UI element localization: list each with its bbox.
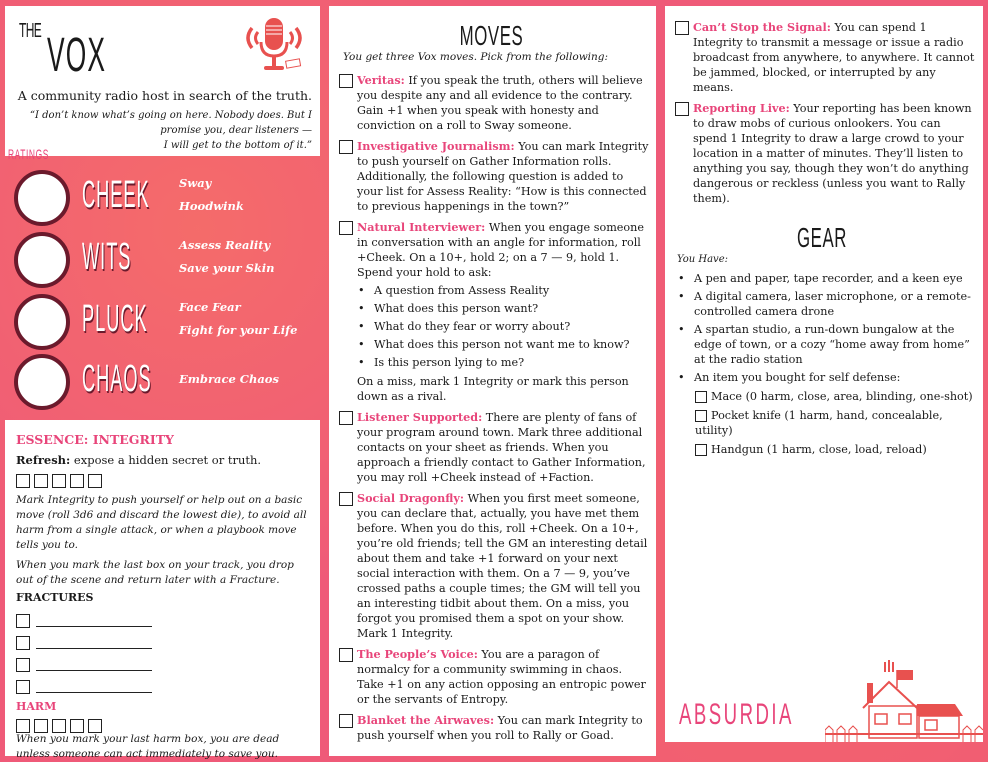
ratings-panel — [0, 158, 322, 416]
move-veritas — [333, 73, 650, 133]
move-listener-supported — [333, 410, 650, 485]
basic-move: Embrace Chaos — [179, 372, 279, 386]
integrity-description: Mark Integrity to push yourself or help out on a basic move (roll 3d6 and discard the lowest die), to avoid all harm from a single attack, or when a playbook move tells you to. — [16, 494, 307, 551]
move-social-dragonfly — [333, 491, 650, 641]
rating-name: CHAOS — [82, 358, 152, 400]
move-text: You can spend 1 Integrity to transmit a message or issue a radio broadcast from anywhere, to anywhere. It cannot be jammed, blocked, or interrupted by any means. — [693, 21, 975, 94]
move-checkbox[interactable] — [339, 74, 353, 88]
move-checkbox[interactable] — [675, 21, 689, 35]
move-text: You are a paragon of normalcy for a community swimming in chaos. Take +1 on any action opposing an entropic power or the servants of Entropy. — [357, 648, 646, 706]
move-name: Natural Interviewer: — [357, 220, 486, 234]
absurdia-logo: ABSURDIA — [679, 698, 794, 731]
gear-item: • A spartan studio, a run-down bungalow at the edge of town, or a cozy “home away from home” at the radio station — [677, 322, 975, 367]
moves-title: MOVES — [459, 20, 524, 51]
moves-intro: You get three Vox moves. Pick from the following: — [343, 51, 609, 63]
question-item: • What does this person not want me to know? — [357, 337, 650, 352]
basic-move: Save your Skin — [179, 261, 275, 275]
harm-box[interactable] — [34, 719, 48, 733]
integrity-box[interactable] — [70, 474, 84, 488]
fractures-list — [16, 610, 310, 698]
gear-intro: You Have: — [677, 254, 728, 265]
integrity-box[interactable] — [88, 474, 102, 488]
move-peoples-voice — [333, 647, 650, 707]
fracture-checkbox[interactable] — [16, 614, 30, 628]
rating-name: CHEEK — [82, 174, 150, 216]
basic-move: Hoodwink — [179, 199, 244, 213]
fractures-title: FRACTURES — [16, 591, 94, 604]
move-checkbox[interactable] — [339, 411, 353, 425]
move-reporting-live — [669, 101, 975, 206]
move-checkbox[interactable] — [339, 221, 353, 235]
weapon-option — [695, 389, 975, 404]
rating-chaos — [14, 354, 314, 414]
rating-pluck — [14, 294, 314, 354]
rating-moves — [179, 234, 275, 280]
move-text: You can mark Integrity to push yourself when you roll to Rally or Goad. — [357, 714, 643, 742]
question-item: • What does this person want? — [357, 301, 650, 316]
harm-description: When you mark your last harm box, you are dead unless someone can act immediately to save you. — [16, 733, 280, 760]
moves-panel — [329, 6, 656, 756]
tagline: A community radio host in search of the truth. — [17, 88, 312, 103]
basic-move: Fight for your Life — [179, 323, 298, 337]
basic-move: Face Fear — [179, 300, 241, 314]
fracture-checkbox[interactable] — [16, 680, 30, 694]
move-checkbox[interactable] — [339, 140, 353, 154]
question-item: • Is this person lying to me? — [357, 355, 650, 370]
fracture-checkbox[interactable] — [16, 636, 30, 650]
rating-moves — [179, 172, 244, 218]
quote-line: “I don’t know what’s going on here. Nobody does. But I promise you, dear listeners — — [29, 110, 312, 136]
refresh-text: expose a hidden secret or truth. — [70, 453, 262, 467]
gear-list — [669, 271, 975, 385]
harm-title: HARM — [16, 700, 57, 713]
move-text: When you engage someone in conversation with an angle for information, roll +Cheek. On a 10+, hold 2; on a 7 — 9, hold 1. Spend your hold to ask: — [357, 221, 644, 279]
fracture-row — [16, 676, 310, 698]
essence-title: ESSENCE: INTEGRITY — [16, 432, 174, 447]
essence-panel — [5, 420, 320, 760]
move-checkbox[interactable] — [339, 648, 353, 662]
weapon-label: Mace (0 harm, close, area, blinding, one-shot) — [711, 390, 973, 403]
weapon-checkbox[interactable] — [695, 391, 707, 403]
harm-box[interactable] — [16, 719, 30, 733]
weapon-option — [695, 442, 975, 457]
rating-moves — [179, 368, 279, 391]
rating-moves — [179, 296, 297, 342]
weapon-checkbox[interactable] — [695, 410, 707, 422]
title-prefix: THE — [19, 20, 42, 42]
quote — [12, 108, 312, 153]
move-text: You can mark Integrity to push yourself on Gather Information rolls. Additionally, the following question is added to your list for Assess Reality: “How is this connected to previous happenings in the town?” — [357, 140, 649, 213]
move-cant-stop-the-signal — [669, 20, 975, 95]
move-text: If you speak the truth, others will believe you despite any and all evidence to the contrary. Gain +1 when you speak with honesty and conviction on a roll to Sway someone. — [357, 74, 643, 132]
rating-name: WITS — [82, 236, 132, 278]
basic-move: Assess Reality — [179, 238, 271, 252]
move-natural-interviewer — [333, 220, 650, 404]
refresh-label: Refresh: — [16, 453, 71, 467]
integrity-box[interactable] — [34, 474, 48, 488]
question-item: • What do they fear or worry about? — [357, 319, 650, 334]
weapon-checkbox[interactable] — [695, 444, 707, 456]
rating-wits-input[interactable] — [14, 232, 70, 288]
ratings-label: RATINGS — [8, 146, 49, 162]
weapon-label: Handgun (1 harm, close, load, reload) — [711, 443, 927, 456]
refresh-line — [16, 453, 310, 467]
microphone-icon — [240, 14, 308, 76]
quote-line-end: I will get to the bottom of it.” — [163, 140, 312, 151]
basic-move: Sway — [179, 176, 212, 190]
move-name: Blanket the Airwaves: — [357, 713, 495, 727]
fracture-field[interactable] — [36, 680, 152, 693]
weapon-options — [669, 389, 975, 457]
gear-item: • A pen and paper, tape recorder, and a keen eye — [677, 271, 975, 286]
gear-item: • A digital camera, laser microphone, or a remote-controlled camera drone — [677, 289, 975, 319]
rating-name: PLUCK — [82, 298, 148, 340]
integrity-box[interactable] — [52, 474, 66, 488]
fracture-field[interactable] — [36, 658, 152, 671]
weapon-label: Pocket knife (1 harm, hand, concealable, utility) — [695, 409, 943, 437]
move-checkbox[interactable] — [675, 102, 689, 116]
weapon-option — [695, 408, 975, 438]
harm-box[interactable] — [88, 719, 102, 733]
track-description: When you mark the last box on your track, you drop out of the scene and return later with a Fracture. — [16, 559, 294, 586]
move-name: Investigative Journalism: — [357, 139, 515, 153]
move-investigative-journalism — [333, 139, 650, 214]
harm-track — [16, 715, 310, 732]
move-blanket-the-airwaves — [333, 713, 650, 743]
move-name: The People’s Voice: — [357, 647, 478, 661]
interviewer-questions — [357, 283, 650, 370]
move-name: Can’t Stop the Signal: — [693, 20, 831, 34]
move-name: Social Dragonfly: — [357, 491, 465, 505]
gear-item: • An item you bought for self defense: — [677, 370, 975, 385]
rating-wits — [14, 232, 314, 292]
rating-pluck-input[interactable] — [14, 294, 70, 350]
gear-title: GEAR — [796, 222, 848, 253]
fracture-row — [16, 654, 310, 676]
fracture-row — [16, 632, 310, 654]
harm-box[interactable] — [52, 719, 66, 733]
move-name: Reporting Live: — [693, 101, 790, 115]
move-name: Veritas: — [357, 73, 405, 87]
move-name: Listener Supported: — [357, 410, 483, 424]
rating-cheek — [14, 170, 314, 230]
move-text: There are plenty of fans of your program around town. Mark three additional contacts on your sheet as friends. When you approach a friendly contact to Gather Information, you may roll +Cheek instead of +Faction. — [357, 411, 646, 484]
fracture-field[interactable] — [36, 636, 152, 649]
rating-chaos-input[interactable] — [14, 354, 70, 410]
move-text-after: On a miss, mark 1 Integrity or mark this person down as a rival. — [357, 375, 629, 403]
rating-cheek-input[interactable] — [14, 170, 70, 226]
house-illustration-icon — [825, 658, 983, 742]
header-panel — [5, 6, 320, 156]
fracture-checkbox[interactable] — [16, 658, 30, 672]
move-text: When you first meet someone, you can declare that, actually, you have met them before. When you do this, roll +Cheek. On a 10+, you’re old friends; tell the GM an interesting detail about them and take +1 forward on your next social interaction with them. On a 7 — 9, you’ve crossed paths a couple times; the GM will tell you an interesting tidbit about them. On a miss, you forgot you promised them a spot on your show. Mark 1 Integrity. — [357, 492, 648, 640]
move-checkbox[interactable] — [339, 714, 353, 728]
harm-box[interactable] — [70, 719, 84, 733]
question-item: • A question from Assess Reality — [357, 283, 650, 298]
fracture-field[interactable] — [36, 614, 152, 627]
fracture-row — [16, 610, 310, 632]
integrity-box[interactable] — [16, 474, 30, 488]
move-text: Your reporting has been known to draw mobs of curious onlookers. You can spend 1 Integrity to draw a large crowd to your location in a matter of minutes. They’ll listen to anything you say, though they won’t do anything dangerous or reckless (unless you want to Rally them). — [693, 102, 972, 205]
page-title: VOX — [47, 29, 107, 82]
gear-panel — [665, 6, 983, 742]
integrity-track — [16, 470, 310, 488]
move-checkbox[interactable] — [339, 492, 353, 506]
